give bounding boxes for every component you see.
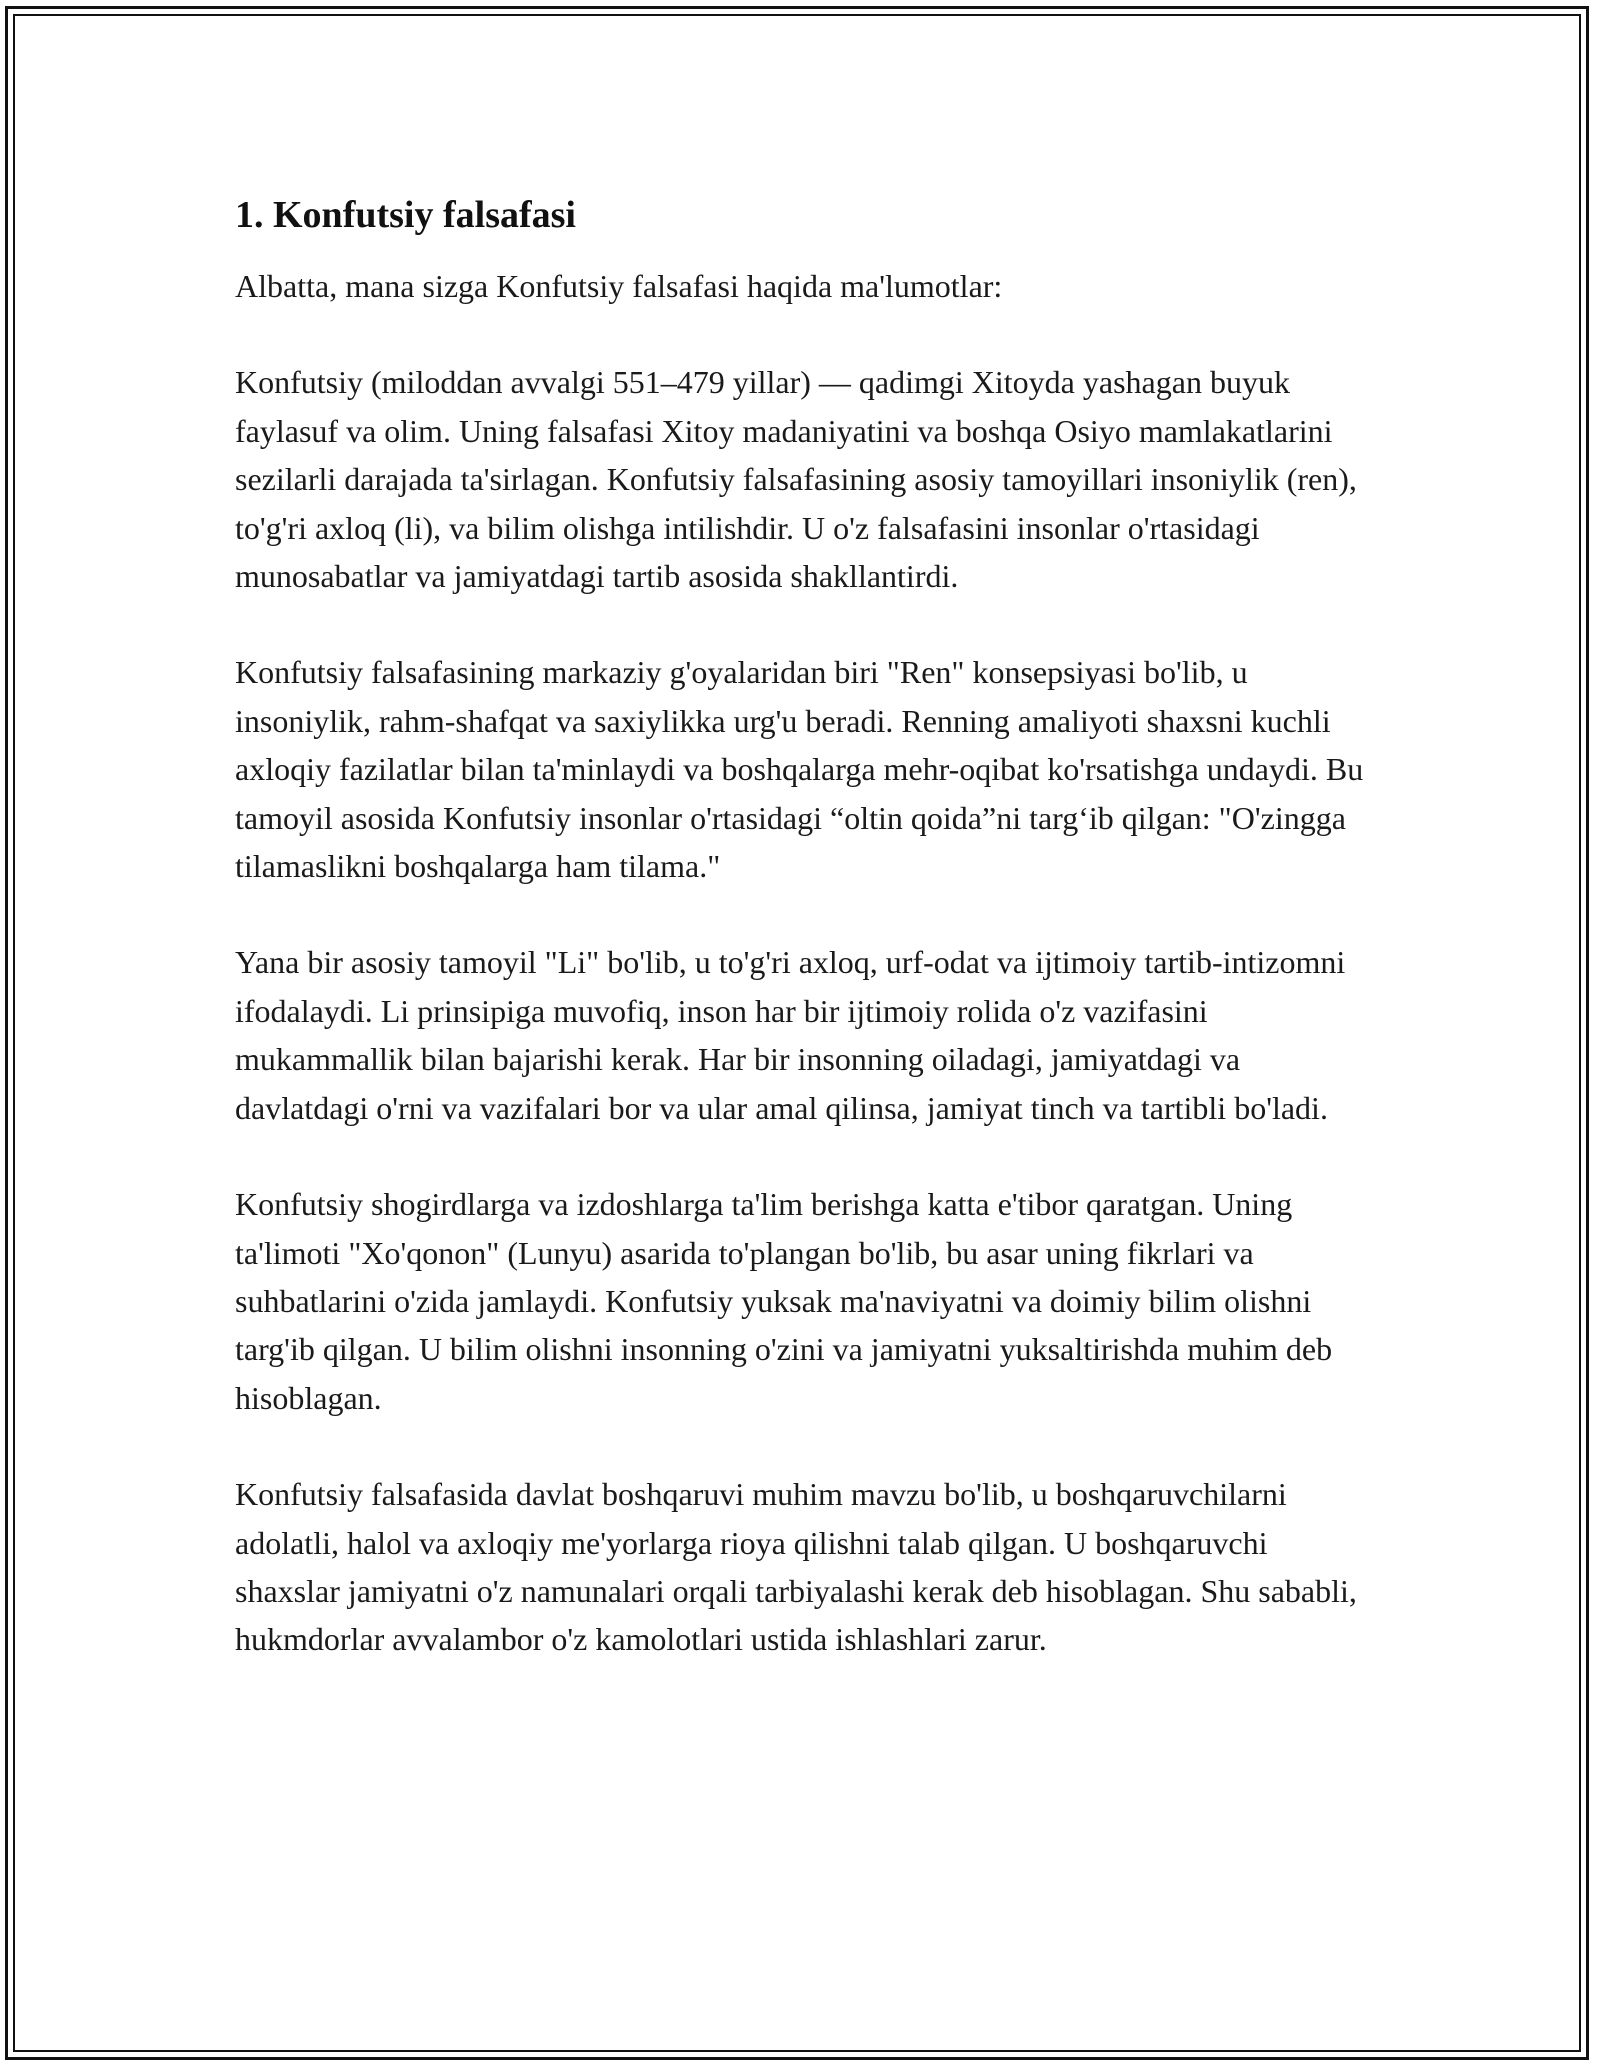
paragraph-ren: Konfutsiy falsafasining markaziy g'oyalaridan biri "Ren" konsepsiyasi bo'lib, u insoniylik, rahm-shafqat va saxiylikka urg'u beradi. Renning amaliyoti shaxsni kuchli axloqiy fazilatlar bilan ta'minlaydi va boshqalarga mehr-oqibat ko'rsatishga undaydi. Bu tamoyil asosida Konfutsiy insonlar o'rtasidagi “oltin qoida”ni targ‘ib qilgan: "O'zingga tilamaslikni boshqalarga ham tilama." bbox=[235, 654, 1364, 885]
document-title: 1. Konfutsiy falsafasi bbox=[235, 194, 576, 236]
paragraph-education: Konfutsiy shogirdlarga va izdoshlarga ta'lim berishga katta e'tibor qaratgan. Uning ta'limoti "Xo'qonon" (Lunyu) asarida to'plangan bo'lib, bu asar uning fikrlari va suhbatlarini o'zida jamlaydi. Konfutsiy yuksak ma'naviyatni va doimiy bilim olishni targ'ib qilgan. U bilim olishni insonning o'zini va jamiyatni yuksaltirishda muhim deb hisoblagan. bbox=[235, 1186, 1333, 1416]
intro-paragraph: Albatta, mana sizga Konfutsiy falsafasi haqida ma'lumotlar: bbox=[235, 268, 1003, 304]
paragraph-overview: Konfutsiy (miloddan avvalgi 551–479 yillar) — qadimgi Xitoyda yashagan buyuk faylasuf va olim. Uning falsafasi Xitoy madaniyatini va boshqa Osiyo mamlakatlarini sezilarli darajada ta'sirlagan. Konfutsiy falsafasining asosiy tamoyillari insoniylik (ren), to'g'ri axloq (li), va bilim olishga intilishdir. U o'z falsafasini insonlar o'rtasidagi munosabatlar va jamiyatdagi tartib asosida shakllantirdi. bbox=[235, 364, 1357, 595]
paragraph-governance: Konfutsiy falsafasida davlat boshqaruvi muhim mavzu bo'lib, u boshqaruvchilarni adolatli, halol va axloqiy me'yorlarga rioya qilishni talab qilgan. U boshqaruvchi shaxslar jamiyatni o'z namunalari orqali tarbiyalashi kerak deb hisoblagan. Shu sababli, hukmdorlar avvalambor o'z kamolotlari ustida ishlashlari zarur. bbox=[235, 1476, 1357, 1658]
paragraph-li: Yana bir asosiy tamoyil "Li" bo'lib, u to'g'ri axloq, urf-odat va ijtimoiy tartib-intizomni ifodalaydi. Li prinsipiga muvofiq, inson har bir ijtimoiy rolida o'z vazifasini mukammallik bilan bajarishi kerak. Har bir insonning oiladagi, jamiyatdagi va davlatdagi o'rni va vazifalari bor va ular amal qilinsa, jamiyat tinch va tartibli bo'ladi. bbox=[235, 944, 1346, 1126]
document-body bbox=[235, 190, 1365, 1712]
